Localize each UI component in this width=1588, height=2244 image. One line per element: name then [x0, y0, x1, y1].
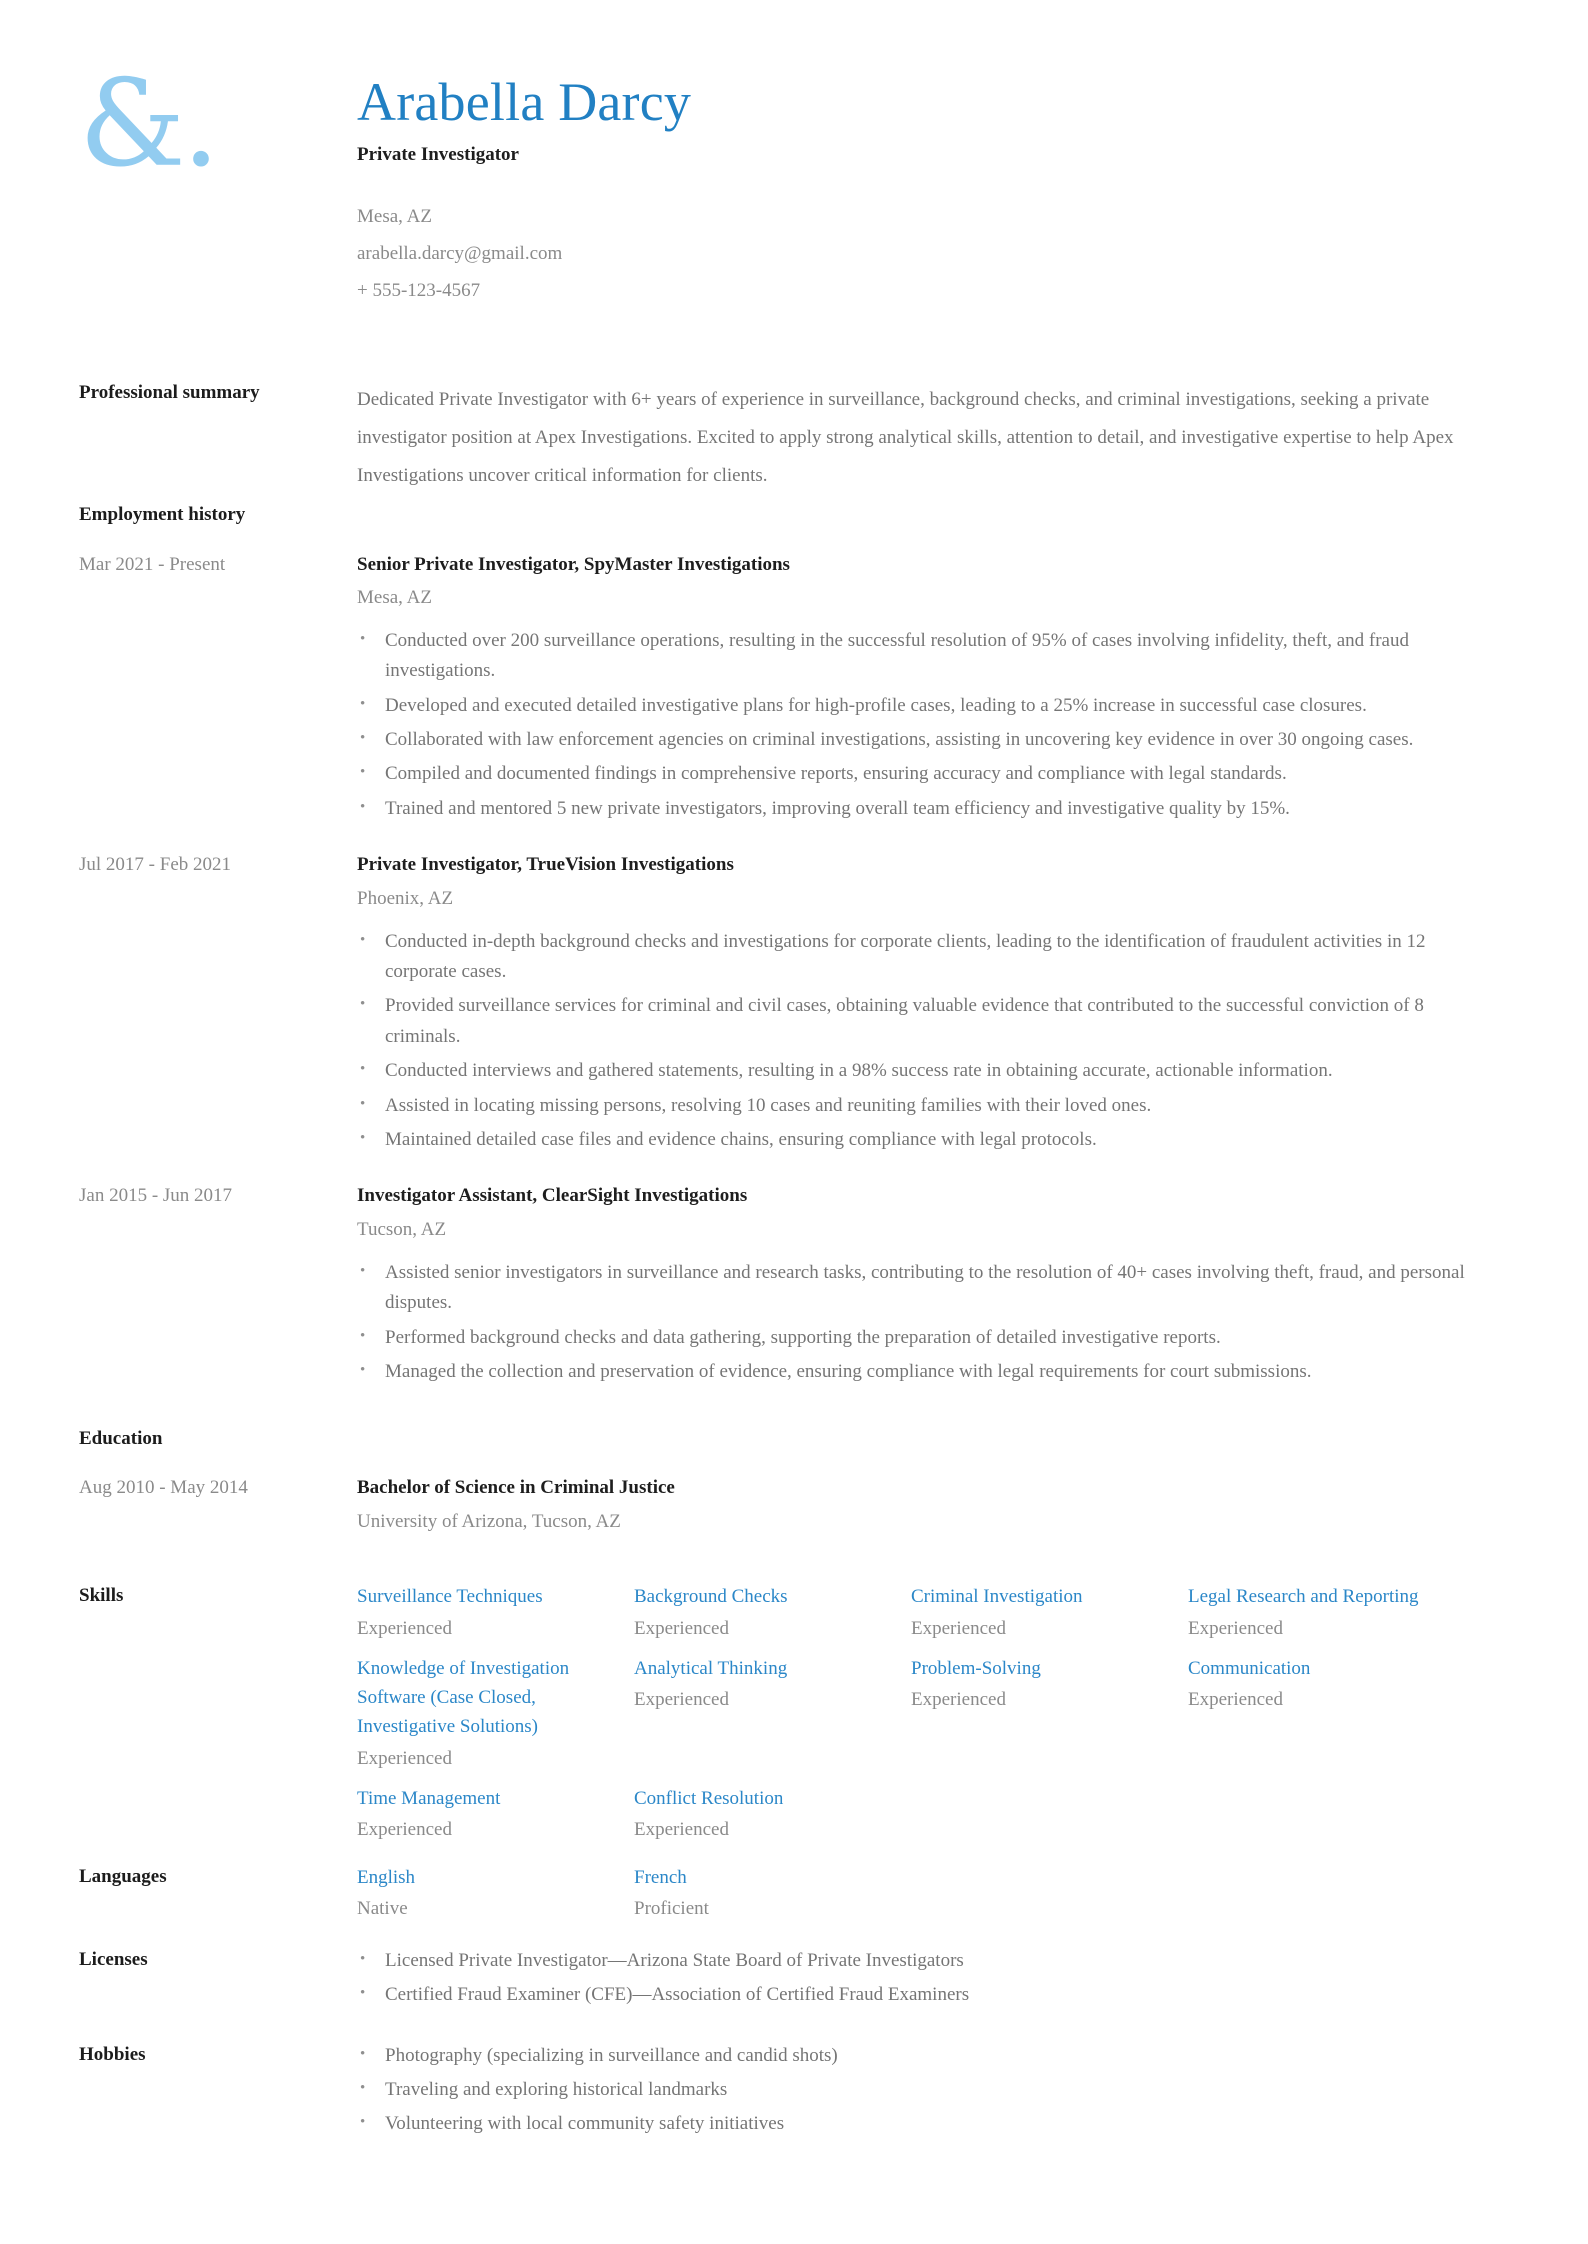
bullet-text: Compiled and documented findings in comprehensive reports, ensuring accuracy and compliance with legal standards.	[385, 763, 1287, 785]
job-title: Investigator Assistant, ClearSight Investigations	[357, 1185, 748, 1207]
language-item	[634, 1863, 911, 1922]
bullet-dot-icon: •	[360, 996, 366, 1013]
summary-text: Dedicated Private Investigator with 6+ years of experience in surveillance, background checks, and criminal investigations, seeking a private investigator position at Apex Investigations. Excited to apply strong analytical skills, attention to detail, and investigative expertise to help Apex Investigations uncover critical information for clients.	[357, 388, 1454, 486]
bullet-item	[357, 691, 1496, 721]
hobby-item	[357, 2075, 1496, 2105]
skill-level: Experienced	[634, 1688, 729, 1710]
bullet-dot-icon: •	[360, 1361, 366, 1378]
bullet-text: Assisted in locating missing persons, resolving 10 cases and reuniting families with their loved ones.	[385, 1094, 1152, 1116]
bullet-dot-icon: •	[360, 730, 366, 747]
bullet-dot-icon: •	[360, 1327, 366, 1344]
skill-item	[634, 1654, 911, 1713]
bullet-item	[357, 1056, 1496, 1086]
skill-level: Experienced	[634, 1818, 729, 1840]
license-text: Certified Fraud Examiner (CFE)—Association of Certified Fraud Examiners	[385, 1984, 970, 2006]
resume-header	[79, 55, 1496, 317]
job-dates: Mar 2021 - Present	[79, 553, 226, 575]
skill-level: Experienced	[357, 1818, 452, 1840]
skill-level: Experienced	[357, 1617, 452, 1639]
job-bullets	[357, 626, 1496, 824]
hobby-text: Photography (specializing in surveillance and candid shots)	[385, 2044, 838, 2066]
summary-label: Professional summary	[79, 381, 260, 403]
skill-item	[1188, 1582, 1465, 1641]
hobbies-list	[357, 2041, 1496, 2144]
education-label: Education	[79, 1428, 163, 1450]
skill-item	[911, 1582, 1188, 1641]
education-school: University of Arizona, Tucson, AZ	[357, 1510, 621, 1532]
bullet-dot-icon: •	[360, 2114, 366, 2131]
bullet-item	[357, 991, 1496, 1052]
skill-item	[1188, 1654, 1465, 1713]
bullet-item	[357, 626, 1496, 687]
skill-name: Conflict Resolution	[634, 1787, 784, 1809]
job-title: Private Investigator, TrueVision Investigations	[357, 854, 734, 876]
bullet-dot-icon: •	[360, 1950, 366, 1967]
bullet-text: Conducted over 200 surveillance operations, resulting in the successful resolution of 95% of cases involving infidelity, theft, and fraud investigations.	[385, 629, 1409, 682]
skills-label: Skills	[79, 1585, 124, 1607]
bullet-text: Trained and mentored 5 new private investigators, improving overall team efficiency and investigative quality by 15%.	[385, 797, 1290, 819]
job-location: Mesa, AZ	[357, 587, 432, 609]
job-entry	[79, 553, 1496, 829]
skill-level: Experienced	[1188, 1617, 1283, 1639]
contact-block	[357, 206, 1496, 302]
bullet-text: Collaborated with law enforcement agencies on criminal investigations, assisting in uncovering key evidence in over 30 ongoing cases.	[385, 729, 1414, 751]
bullet-text: Maintained detailed case files and evidence chains, ensuring compliance with legal protocols.	[385, 1128, 1097, 1150]
languages-grid	[357, 1863, 1496, 1922]
skill-item	[357, 1582, 634, 1641]
skill-name: Time Management	[357, 1787, 501, 1809]
bullet-item	[357, 1125, 1496, 1155]
hobby-item	[357, 2041, 1496, 2071]
bullet-item	[357, 1323, 1496, 1353]
bullet-item	[357, 725, 1496, 755]
contact-email: arabella.darcy@gmail.com	[357, 243, 563, 265]
bullet-item	[357, 1258, 1496, 1319]
bullet-dot-icon: •	[360, 1129, 366, 1146]
skill-name: Knowledge of Investigation Software (Case Closed, Investigative Solutions)	[357, 1657, 570, 1738]
summary-section	[79, 381, 1496, 495]
skills-section	[79, 1584, 1496, 1842]
licenses-list	[357, 1946, 1496, 2015]
job-entry	[79, 1184, 1496, 1391]
licenses-section	[79, 1948, 1496, 2015]
bullet-text: Managed the collection and preservation of evidence, ensuring compliance with legal requirements for court submissions.	[385, 1360, 1312, 1382]
skill-level: Experienced	[357, 1747, 452, 1769]
education-degree: Bachelor of Science in Criminal Justice	[357, 1477, 675, 1498]
bullet-dot-icon: •	[360, 764, 366, 781]
education-entry	[79, 1476, 1496, 1534]
license-item	[357, 1946, 1496, 1976]
licenses-label: Licenses	[79, 1948, 148, 1970]
skills-grid	[357, 1582, 1496, 1842]
language-level: Proficient	[634, 1898, 709, 1920]
skill-item	[911, 1654, 1188, 1713]
languages-section	[79, 1865, 1496, 1922]
bullet-dot-icon: •	[360, 2079, 366, 2096]
job-entry	[79, 853, 1496, 1159]
hobbies-section	[79, 2043, 1496, 2144]
job-dates: Jan 2015 - Jun 2017	[79, 1185, 233, 1207]
license-text: Licensed Private Investigator—Arizona State Board of Private Investigators	[385, 1949, 964, 1971]
bullet-dot-icon: •	[360, 1061, 366, 1078]
skill-level: Experienced	[634, 1617, 729, 1639]
skill-level: Experienced	[1188, 1688, 1283, 1710]
employment-section	[79, 503, 1496, 1391]
bullet-item	[357, 1357, 1496, 1387]
candidate-name: Arabella Darcy	[357, 72, 692, 132]
language-level: Native	[357, 1898, 408, 1920]
job-location: Phoenix, AZ	[357, 887, 454, 909]
skill-name: Surveillance Techniques	[357, 1586, 543, 1608]
bullet-text: Conducted interviews and gathered statements, resulting in a 98% success rate in obtaining accurate, actionable information.	[385, 1060, 1333, 1082]
bullet-dot-icon: •	[360, 931, 366, 948]
skill-item	[634, 1784, 911, 1843]
skill-item	[634, 1582, 911, 1641]
bullet-item	[357, 759, 1496, 789]
job-dates: Jul 2017 - Feb 2021	[79, 854, 231, 876]
job-bullets	[357, 1258, 1496, 1388]
bullet-item	[357, 927, 1496, 988]
languages-label: Languages	[79, 1865, 167, 1887]
bullet-text: Assisted senior investigators in surveillance and research tasks, contributing to the resolution of 40+ cases involving theft, fraud, and personal disputes.	[385, 1261, 1465, 1314]
license-item	[357, 1980, 1496, 2010]
skill-name: Analytical Thinking	[634, 1657, 788, 1679]
bullet-dot-icon: •	[360, 1985, 366, 2002]
job-bullets	[357, 927, 1496, 1156]
language-item	[357, 1863, 634, 1922]
brand-ampersand-logo: &.	[79, 55, 216, 194]
bullet-dot-icon: •	[360, 695, 366, 712]
skill-item	[357, 1784, 634, 1843]
skill-name: Problem-Solving	[911, 1657, 1041, 1679]
bullet-dot-icon: •	[360, 1262, 366, 1279]
skill-name: Communication	[1188, 1657, 1311, 1679]
candidate-job-title: Private Investigator	[357, 144, 519, 166]
contact-location: Mesa, AZ	[357, 206, 432, 228]
bullet-item	[357, 794, 1496, 824]
skill-level: Experienced	[911, 1688, 1006, 1710]
job-location: Tucson, AZ	[357, 1219, 447, 1241]
hobbies-label: Hobbies	[79, 2043, 146, 2065]
education-dates: Aug 2010 - May 2014	[79, 1477, 248, 1498]
hobby-text: Volunteering with local community safety initiatives	[385, 2113, 785, 2135]
employment-label: Employment history	[79, 503, 246, 525]
bullet-dot-icon: •	[360, 1095, 366, 1112]
language-name: French	[634, 1866, 687, 1888]
bullet-dot-icon: •	[360, 630, 366, 647]
skill-level: Experienced	[911, 1617, 1006, 1639]
bullet-text: Conducted in-depth background checks and investigations for corporate clients, leading to the identification of fraudulent activities in 12 corporate cases.	[385, 930, 1426, 983]
hobby-item	[357, 2109, 1496, 2139]
hobby-text: Traveling and exploring historical landmarks	[385, 2078, 728, 2100]
bullet-dot-icon: •	[360, 798, 366, 815]
skill-name: Legal Research and Reporting	[1188, 1586, 1419, 1608]
bullet-item	[357, 1091, 1496, 1121]
bullet-dot-icon: •	[360, 2045, 366, 2062]
contact-phone: + 555-123-4567	[357, 280, 481, 302]
language-name: English	[357, 1866, 416, 1888]
skill-name: Background Checks	[634, 1586, 788, 1608]
education-section	[79, 1427, 1496, 1534]
bullet-text: Performed background checks and data gathering, supporting the preparation of detailed investigative reports.	[385, 1326, 1221, 1348]
bullet-text: Developed and executed detailed investigative plans for high-profile cases, leading to a 25% increase in successful case closures.	[385, 694, 1367, 716]
job-title: Senior Private Investigator, SpyMaster Investigations	[357, 553, 790, 575]
skill-name: Criminal Investigation	[911, 1586, 1083, 1608]
bullet-text: Provided surveillance services for criminal and civil cases, obtaining valuable evidence that contributed to the successful conviction of 8 criminals.	[385, 995, 1424, 1047]
skill-item	[357, 1654, 634, 1772]
